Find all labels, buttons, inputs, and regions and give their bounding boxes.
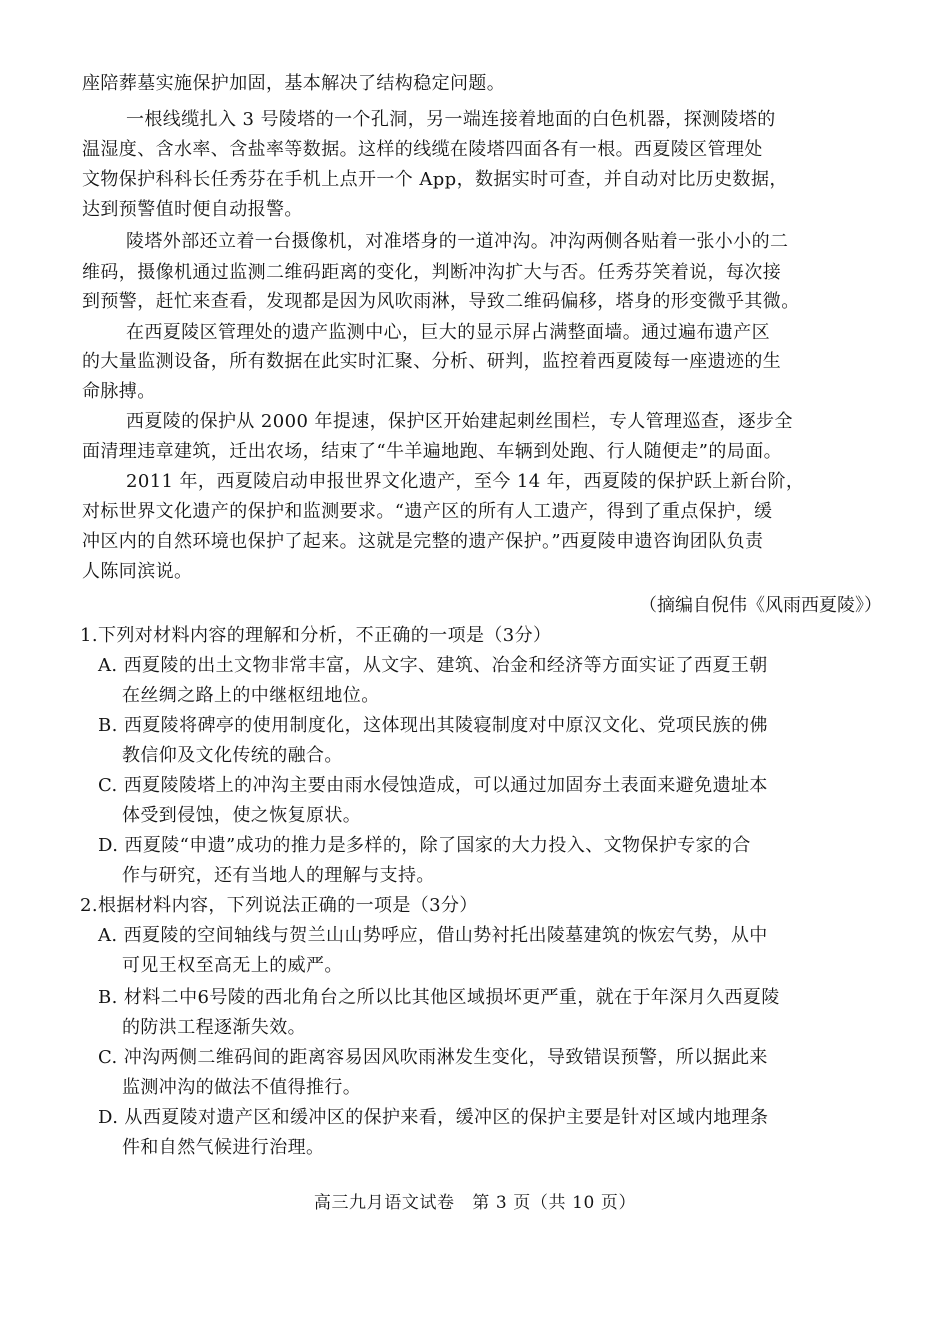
option-d-continued: 作与研究，还有当地人的理解与支持。: [122, 865, 435, 886]
question-stem: 2.根据材料内容，下列说法正确的一项是（3分）: [80, 895, 478, 916]
passage-line: 西夏陵的保护从 2000 年提速，保护区开始建起刺丝围栏，专人管理巡查，逐步全: [126, 411, 793, 432]
passage-line: 维码，摄像机通过监测二维码距离的变化，判断冲沟扩大与否。任秀芬笑着说，每次接: [82, 262, 782, 283]
passage-line: 在西夏陵区管理处的遗产监测中心，巨大的显示屏占满整面墙。通过遍布遗产区: [126, 322, 770, 343]
option-c-continued: 体受到侵蚀，使之恢复原状。: [122, 805, 362, 826]
passage-line: 一根线缆扎入 3 号陵塔的一个孔洞，另一端连接着地面的白色机器，探测陵塔的: [126, 109, 776, 130]
option-a-continued: 在丝绸之路上的中继枢纽地位。: [122, 685, 380, 706]
passage-line: 命脉搏。: [82, 381, 156, 402]
passage-line: 冲区内的自然环境也保护了起来。这就是完整的遗产保护。”西夏陵申遗咨询团队负责: [82, 531, 764, 552]
passage-source: （摘编自倪伟《风雨西夏陵》）: [639, 595, 882, 616]
passage-line: 面清理违章建筑，迁出农场，结束了“牛羊遍地跑、车辆到处跑、行人随便走”的局面。: [82, 441, 783, 462]
option-a: A. 西夏陵的出土文物非常丰富，从文字、建筑、冶金和经济等方面实证了西夏王朝: [98, 655, 768, 676]
option-c: C. 冲沟两侧二维码间的距离容易因风吹雨淋发生变化，导致错误预警，所以据此来: [98, 1047, 768, 1068]
passage-line: 陵塔外部还立着一台摄像机，对准塔身的一道冲沟。冲沟两侧各贴着一张小小的二: [126, 231, 789, 252]
option-c-continued: 监测冲沟的做法不值得推行。: [122, 1077, 362, 1098]
option-c: C. 西夏陵陵塔上的冲沟主要由雨水侵蚀造成，可以通过加固夯土表面来避免遗址本: [98, 775, 768, 796]
option-d-continued: 件和自然气候进行治理。: [122, 1137, 325, 1158]
option-a-continued: 可见王权至高无上的威严。: [122, 955, 343, 976]
passage-line: 到预警，赶忙来查看，发现都是因为风吹雨淋，导致二维码偏移，塔身的形变微乎其微。: [82, 291, 800, 312]
passage-line: 对标世界文化遗产的保护和监测要求。“遗产区的所有人工遗产，得到了重点保护，缓: [82, 501, 773, 522]
option-d: D. 从西夏陵对遗产区和缓冲区的保护来看，缓冲区的保护主要是针对区域内地理条: [98, 1107, 769, 1128]
option-b: B. 材料二中6号陵的西北角台之所以比其他区域损坏更严重，就在于年深月久西夏陵: [98, 987, 780, 1008]
question-stem: 1.下列对材料内容的理解和分析，不正确的一项是（3分）: [80, 625, 552, 646]
passage-line: 2011 年，西夏陵启动申报世界文化遗产，至今 14 年，西夏陵的保护跃上新台阶，: [126, 471, 805, 492]
option-b: B. 西夏陵将碑亭的使用制度化，这体现出其陵寝制度对中原汉文化、党项民族的佛: [98, 715, 768, 736]
page-footer: 高三九月语文试卷 第 3 页（共 10 页）: [313, 1193, 637, 1213]
passage-line: 文物保护科科长任秀芬在手机上点开一个 App，数据实时可查，并自动对比历史数据，: [82, 169, 788, 190]
passage-line: 的大量监测设备，所有数据在此实时汇聚、分析、研判，监控着西夏陵每一座遗迹的生: [82, 351, 782, 372]
passage-line: 达到预警值时便自动报警。: [82, 199, 303, 220]
option-d: D. 西夏陵“申遗”成功的推力是多样的，除了国家的大力投入、文物保护专家的合: [98, 835, 751, 856]
passage-line: 人陈同滨说。: [82, 561, 193, 582]
option-b-continued: 教信仰及文化传统的融合。: [122, 745, 343, 766]
passage-line: 座陪葬墓实施保护加固，基本解决了结构稳定问题。: [82, 73, 506, 94]
passage-line: 温湿度、含水率、含盐率等数据。这样的线缆在陵塔四面各有一根。西夏陵区管理处: [82, 139, 763, 160]
option-a: A. 西夏陵的空间轴线与贺兰山山势呼应，借山势衬托出陵墓建筑的恢宏气势，从中: [98, 925, 768, 946]
option-b-continued: 的防洪工程逐渐失效。: [122, 1017, 306, 1038]
